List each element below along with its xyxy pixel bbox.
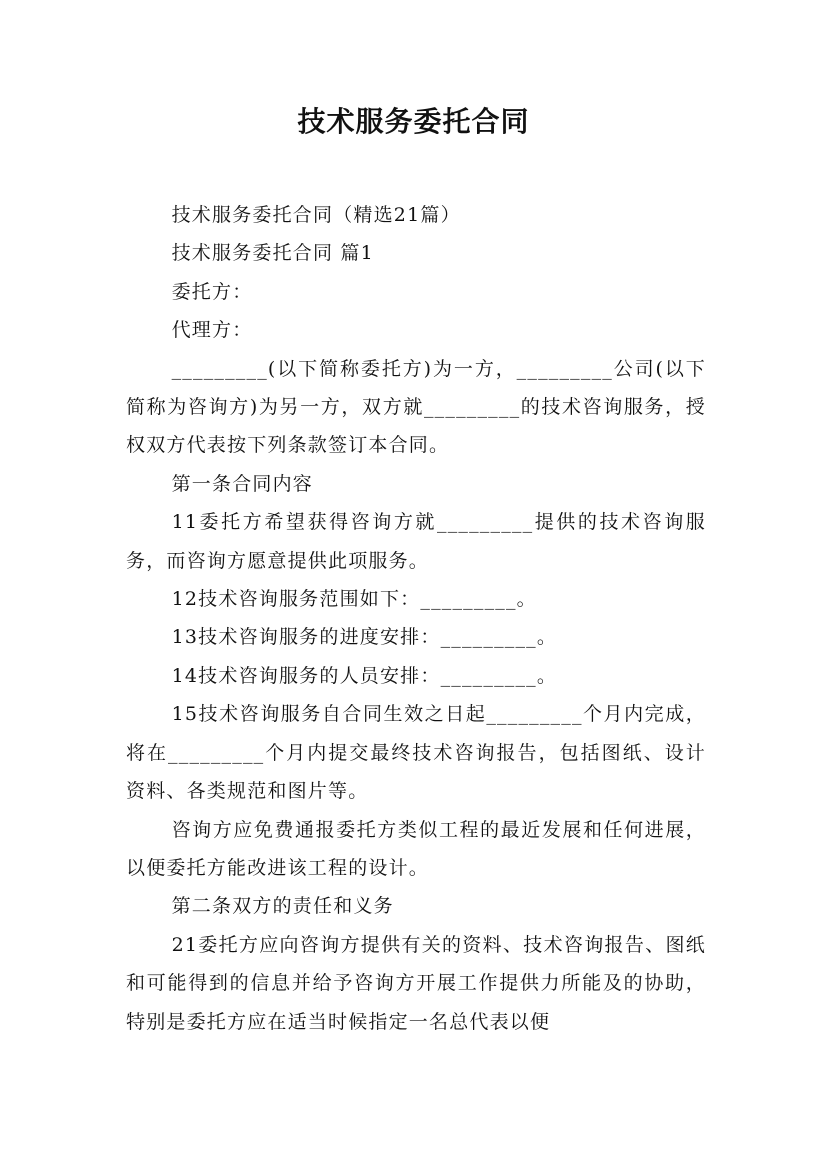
paragraph-clause-13: 13技术咨询服务的进度安排：_________。 (171, 626, 558, 649)
paragraph-section-heading: 技术服务委托合同 篇1 (171, 242, 374, 265)
paragraph-article-1-heading: 第一条合同内容 (171, 472, 313, 495)
document-body (126, 196, 706, 1041)
paragraph-article-2-heading: 第二条双方的责任和义务 (171, 895, 394, 918)
paragraph-clause-11: 11委托方希望获得咨询方就_________提供的技术咨询服务，而咨询方愿意提供此项服务。 (126, 511, 706, 572)
paragraph-parties: _________(以下简称委托方)为一方，_________公司(以下简称为咨询方)为另一方，双方就_________的技术咨询服务，授权双方代表按下列条款签订本合同。 (126, 357, 706, 457)
paragraph-client: 委托方： (171, 280, 253, 303)
paragraph-clause-12: 12技术咨询服务范围如下：_________。 (171, 588, 537, 611)
paragraph-subtitle: 技术服务委托合同（精选21篇） (171, 204, 461, 226)
document-title: 技术服务委托合同 (297, 105, 530, 138)
paragraph-clause-15: 15技术咨询服务自合同生效之日起_________个月内完成，将在_________个月内提交最终技术咨询报告，包括图纸、设计资料、各类规范和图片等。 (126, 703, 706, 803)
paragraph-agent: 代理方： (171, 319, 253, 342)
paragraph-consultant-notice: 咨询方应免费通报委托方类似工程的最近发展和任何进展，以便委托方能改进该工程的设计。 (126, 818, 706, 879)
paragraph-clause-14: 14技术咨询服务的人员安排：_________。 (171, 664, 558, 687)
paragraph-clause-21: 21委托方应向咨询方提供有关的资料、技术咨询报告、图纸和可能得到的信息并给予咨询方开展工作提供力所能及的协助，特别是委托方应在适当时候指定一名总代表以便 (126, 933, 706, 1033)
